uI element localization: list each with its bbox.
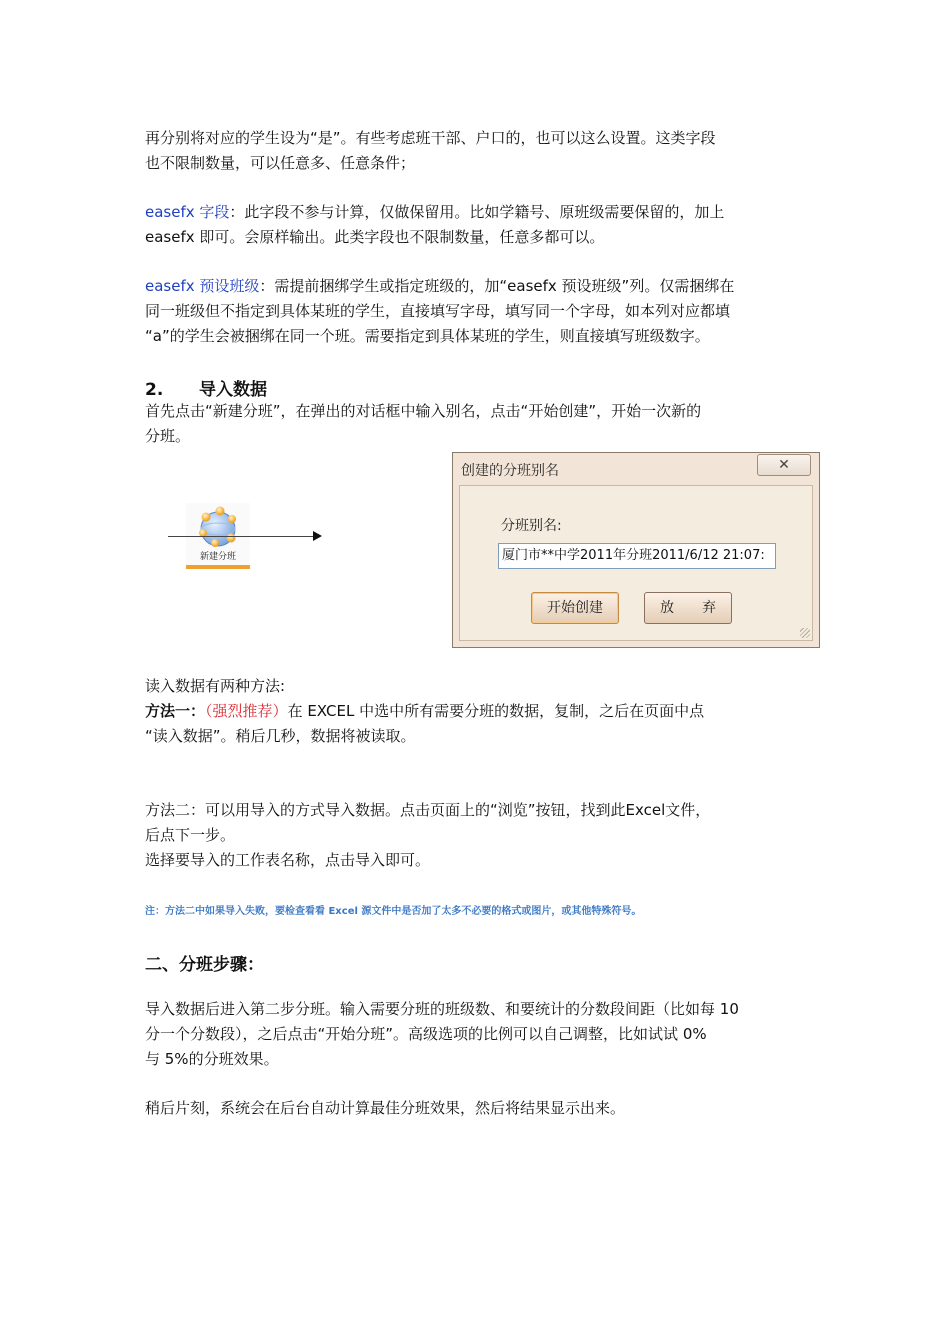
text-line: 再分别将对应的学生设为“是”。有些考虑班干部、户口的，也可以这么设置。这类字段 <box>145 129 716 147</box>
alias-input[interactable]: 厦门市**中学2011年分班2011/6/12 21:07: <box>498 543 776 569</box>
text-line: 在 EXCEL 中选中所有需要分班的数据，复制，之后在页面中点 <box>287 702 705 720</box>
start-create-button[interactable]: 开始创建 <box>531 592 619 624</box>
text-line: ：此字段不参与计算，仅做保留用。比如学籍号、原班级需要保留的，加上 <box>229 203 725 221</box>
arrow-line <box>168 536 314 537</box>
resize-grip-icon[interactable] <box>800 628 810 638</box>
dialog-title: 创建的分班别名 <box>461 463 559 479</box>
cancel-button[interactable]: 放 弃 <box>644 592 732 624</box>
section-title: 导入数据 <box>199 380 267 400</box>
paren-close: ） <box>272 702 288 720</box>
text-line: 同一班级但不指定到具体某班的学生，直接填写字母，填写同一个字母，如本列对应都填 <box>145 302 731 320</box>
paragraph-flag-fields <box>145 126 810 176</box>
text-line: 导入数据后进入第二步分班。输入需要分班的班级数、和要统计的分数段间距（比如每 10 <box>145 1000 739 1018</box>
paragraph-easefx-field <box>145 200 810 250</box>
paragraph-methods <box>145 674 810 749</box>
text-line: 读入数据有两种方法: <box>145 677 286 695</box>
text-line: 分一个分数段），之后点击“开始分班”。高级选项的比例可以自己调整，比如试试 0% <box>145 1025 707 1043</box>
section-heading-import <box>145 375 267 400</box>
term-easefx-field: easefx 字段 <box>145 203 230 221</box>
text-line: ：需提前捆绑学生或指定班级的，加“easefx 预设班级”列。仅需捆绑在 <box>259 277 735 295</box>
term-preset-class: easefx 预设班级 <box>145 277 260 295</box>
alias-label: 分班别名: <box>501 518 562 534</box>
text-line: 方法二：可以用导入的方式导入数据。点击页面上的“浏览”按钮，找到此Excel文件， <box>145 801 711 819</box>
text-line: easefx 即可。会原样输出。此类字段也不限制数量，任意多都可以。 <box>145 228 605 246</box>
paragraph-steps <box>145 997 810 1072</box>
arrow-head-icon <box>313 531 322 541</box>
create-alias-dialog <box>452 452 820 648</box>
text-line: 后点下一步。 <box>145 826 236 844</box>
new-class-label: 新建分班 <box>199 552 236 562</box>
paragraph-result: 稍后片刻，系统会在后台自动计算最佳分班效果，然后将结果显示出来。 <box>145 1099 626 1117</box>
section-number: 2. <box>145 380 164 400</box>
paragraph-method2 <box>145 798 810 873</box>
paragraph-preset-class <box>145 274 810 349</box>
text-line: 分班。 <box>145 427 191 445</box>
recommend-tag: 强烈推荐 <box>212 702 273 720</box>
method1-label: 方法一： <box>145 702 206 720</box>
text-line: 选择要导入的工作表名称，点击导入即可。 <box>145 851 431 869</box>
icon-underline <box>186 565 250 569</box>
close-icon: ✕ <box>778 457 790 473</box>
close-button[interactable] <box>757 454 811 476</box>
globe-icon <box>195 505 241 549</box>
text-line: 首先点击“新建分班”，在弹出的对话框中输入别名，点击“开始创建”，开始一次新的 <box>145 402 702 420</box>
text-line: “a”的学生会被捆绑在同一个班。需要指定到具体某班的学生，则直接填写班级数字。 <box>145 327 710 345</box>
dialog-body <box>459 485 813 641</box>
text-line: 与 5%的分班效果。 <box>145 1050 279 1068</box>
note-import-failure: 注：方法二中如果导入失败，要检查看看 Excel 源文件中是否加了太多不必要的格式或图片，或其他特殊符号。 <box>145 906 642 917</box>
text-line: 也不限制数量，可以任意多、任意条件； <box>145 154 416 172</box>
section-heading-steps: 二、分班步骤： <box>145 955 264 975</box>
text-line: “读入数据”。稍后几秒，数据将被读取。 <box>145 727 416 745</box>
paragraph-import-intro <box>145 399 810 449</box>
paren-open: （ <box>205 702 213 720</box>
